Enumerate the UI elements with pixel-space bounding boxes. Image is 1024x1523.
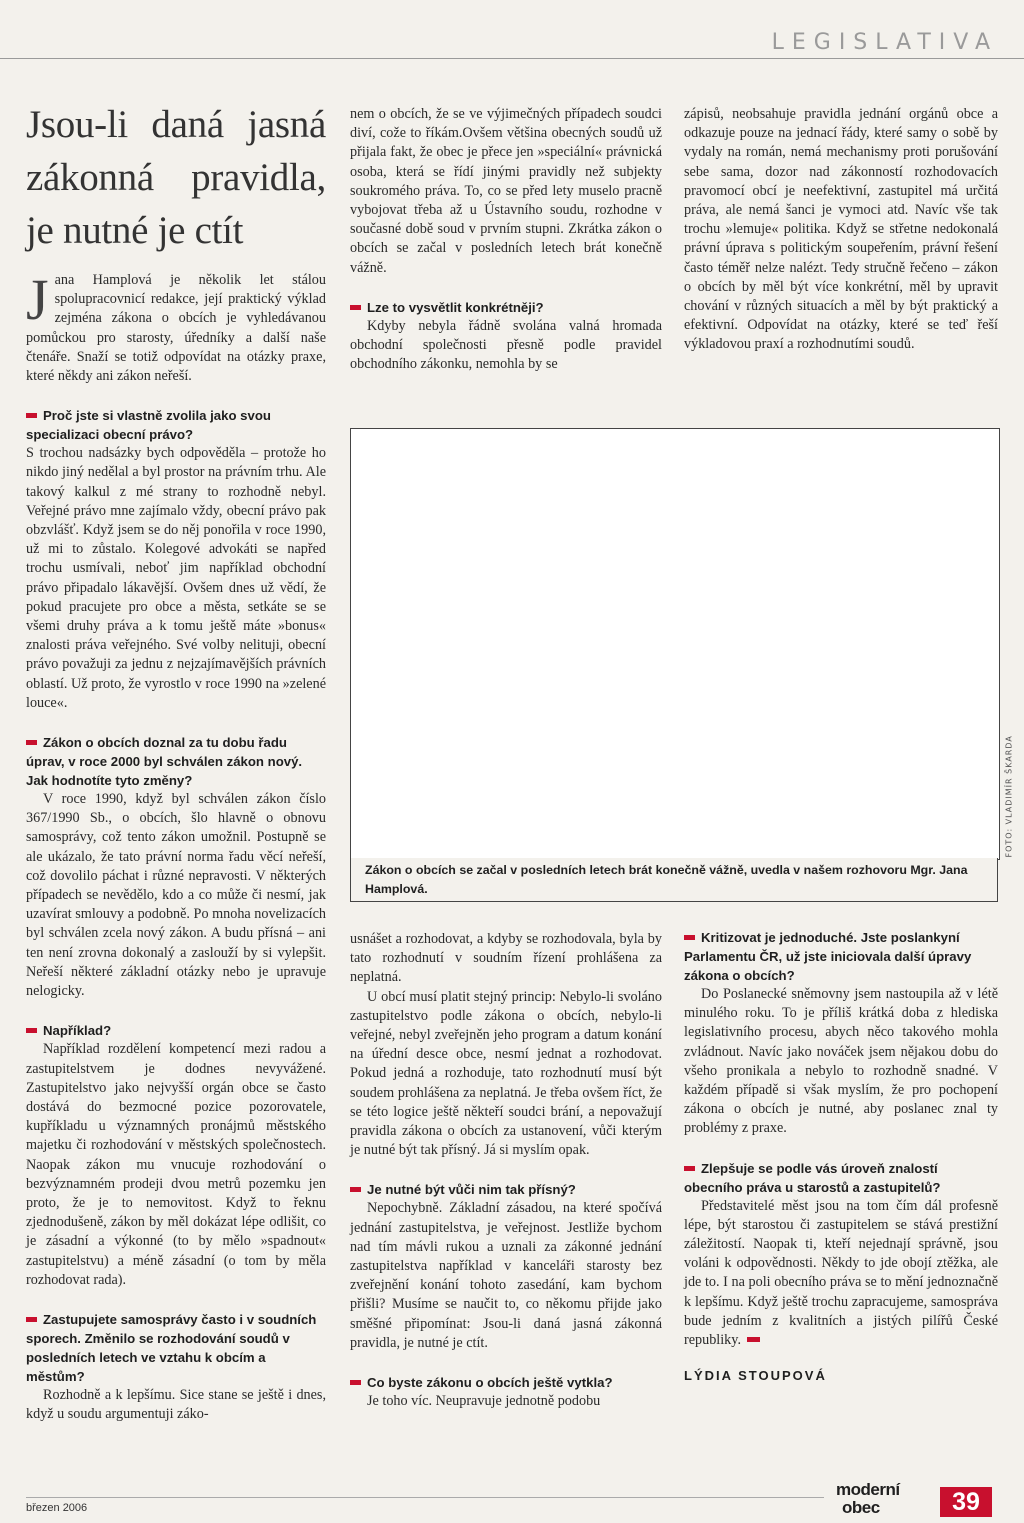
question: Kritizovat je jednoduché. Jste poslankyní Parlamentu ČR, už jste iniciovala další úpravy zákona o obcích?: [684, 930, 972, 983]
header-rule: [0, 58, 1024, 59]
question-marker: [26, 1028, 37, 1033]
answer: Například rozdělení kompetencí mezi radou a zastupitelstvem je dodnes nevyvážené. Zastupitelstvo jako nejvyšší orgán obce se často dostává do bezmocné pozice pozorovatele, kupříkladu u významných pronájmů městského majetku či rozhodování v městských společnostech. Naopak zákon mu vnucuje rozhodování o bezvýznamném prodeji dvou metrů pozemku jen proto, že je to nemovitost. Když to řeknu zjednodušeně, zákon by měl dokázat lépe odlišit, co je zásadní a výkonné (to by mělo »spadnout« zastupitelstvu) a méně zásadní (o tom by měla rozhodovat rada).: [26, 1041, 326, 1288]
answer: V roce 1990, když byl schválen zákon číslo 367/1990 Sb., o obcích, šlo hlavně o obnovu samosprávy, což tento zákon umožnil. Postupně se ale ukázalo, že tato právní norma řadu věcí neřeší, což dovolilo páchat i různé nepravosti. V některých případech se nevědělo, kdo a co může či nesmí, jak uzavírat smlouvy a podobně. Po mnoha novelizacích byl schválen zcela nový zákon. A budu přísná – ani ten není zrovna dokonalý a zaslouží by si vylepšit. Neřeší některé základní otázky nebo je upravuje nelogicky.: [26, 791, 326, 1000]
page-number: 39: [940, 1487, 992, 1517]
column-3-top: [684, 105, 998, 355]
question: Lze to vysvětlit konkrétněji?: [350, 298, 662, 317]
question-marker: [684, 1166, 695, 1171]
issue-date: březen 2006: [26, 1502, 88, 1514]
answer: Do Poslanecké sněmovny jsem nastoupila až v létě minulého roku. To je příliš krátká doba z hlediska legislativního procesu, abych něco takového mohla zvládnout. Navíc jako nováček jsem nějakou dobu do všeho pronikala a nebylo to rozhodně snadné. V každém případě si však myslím, že pro pochopení zákona o obcích je nutné, aby poslanec znal ty problémy z praxe.: [684, 986, 998, 1137]
answer: Rozhodně a k lepšímu. Sice stane se ještě i dnes, když u soudu argumentuji záko-: [26, 1386, 326, 1423]
paragraph: U obcí musí platit stejný princip: Nebylo-li svoláno zastupitelstvo podle zákona o obcích, nebylo-li veřejné, nebyl zveřejněn jeho program a datum konání na úřední desce obce, nesmí jednat a rozhodovat. Pokud jedná a rozhoduje, tato rozhodnutí musí být soudem prohlášena za neplatná. Je třeba ovšem říct, že se této logice ještě někteří soudci brání, a nepovažují pravidla zákona o obcích za ustanovení, vůči kterým je nutné být tak přísný. Já si myslím opak.: [350, 988, 662, 1159]
question-marker: [26, 1317, 37, 1322]
answer: Kdyby nebyla řádně svolána valná hromada obchodní společnosti přesně podle pravidel obchodního zákonku, nemohla by se: [350, 317, 662, 373]
photo: [350, 428, 1000, 860]
question: Zákon o obcích doznal za tu dobu řadu úprav, v roce 2000 byl schválen zákon nový. Jak hodnotíte tyto změny?: [26, 735, 303, 789]
paragraph: zápisů, neobsahuje pravidla jednání orgánů obce a odkazuje pouze na jednací řády, které samy o sobě by vydaly na román, nemá mechanismy proti porušování sebe sama, dozor nad zákonností rozhodovacích pravomocí obcí je neefektivní, zastupitel má určitá práva, ale nemá šanci je vymoci atd. Navíc vše tak trochu »lemuje« politika. Když se střetne nedokonalá právní úprava s politickým soupeřením, právní řešení často téměř nelze nalézt. Tedy stručně řečeno – zákon o obcích by měl být více konkrétní, měl by upravit chování v různých situacích a měl by být praktický a efektivní. Odpovídat na otázky, které se teď řeší výkladovou praxí a rozhodnutími soudů.: [684, 106, 998, 353]
paragraph: usnášet a rozhodovat, a kdyby se rozhodovala, byla by tato rozhodnutí v soudním řízení prohlášena za neplatná.: [350, 931, 662, 986]
answer: Je toho víc. Neupravuje jednotně podobu: [367, 1393, 601, 1410]
answer: Nepochybně. Základní zásadou, na které spočívá jednání zastupitelstva, je veřejnost. Jestliže bychom nad tím mávli rukou a uznali za zákonné jednání zastupitelstva například v kanceláři starosty bez zveřejnění konání tohoto zasedání, kam bychom přišli? Musíme se naučit to, co někomu přijde jako směšné připomínat: Jsou-li daná jasná zákonná pravidla, je nutné je ctít.: [350, 1200, 662, 1351]
question-marker: [350, 1187, 361, 1192]
footer-rule: [26, 1497, 824, 1498]
column-2-bottom: [350, 930, 662, 1411]
question: Zastupujete samosprávy často i v soudních sporech. Změnilo se rozhodování soudů v posledních letech ve vztahu k obcím a městům?: [26, 1311, 317, 1384]
author: LÝDIA STOUPOVÁ: [684, 1368, 827, 1384]
column-3-bottom: [684, 928, 998, 1385]
column-2-top: [350, 105, 662, 374]
end-mark: [747, 1337, 760, 1342]
photo-caption: Zákon o obcích se začal v posledních letech brát konečně vážně, uvedla v našem rozhovoru Mgr. Jana Hamplová.: [350, 858, 998, 902]
magazine-logo: [832, 1480, 924, 1516]
column-1: [26, 98, 326, 1424]
lead-paragraph: Jana Hamplová je několik let stálou spolupracovnicí redakce, její praktický výklad zejména zákona o obcích je vyhledávanou pomůckou pro starosty, úředníky a další naše čtenáře. Snaží se totiž odpovídat na otázky praxe, které někdy ani zákon neřeší.: [26, 267, 326, 385]
question: Zlepšuje se podle vás úroveň znalostí obecního práva u starostů a zastupitelů?: [684, 1160, 941, 1195]
question-marker: [26, 413, 37, 418]
logo-line-1: moderní: [836, 1480, 900, 1499]
question-marker: [26, 740, 37, 745]
question-marker: [350, 1380, 361, 1385]
section-label: LEGISLATIVA: [771, 30, 998, 55]
photo-credit: FOTO: VLADIMÍR ŠKARDA: [1004, 735, 1014, 858]
question-marker: [684, 935, 695, 940]
question: Co byste zákonu o obcích ještě vytkla?: [350, 1373, 662, 1392]
answer: S trochou nadsázky bych odpověděla – protože ho nikdo jiný nedělal a byl prostor na právním trhu. Ale takový kalkul z mé strany to rozhodně nebyl. Veřejné právo mne zajímalo vždy, obecní právo pak obzvlášť. Když jsem se do něj ponořila v roce 1990, už mi to zůstalo. Kolegové advokáti se napřed trochu usmívali, neboť jim například obchodní právo připadalo lákavější. Ovšem dnes už vědí, že pokud pracujete pro obce a města, setkáte se se všemi druhy práva a k tomu ještě máte »bonus« znalosti práva veřejného. Své volby nelituji, obecní právo považuji za jednu z nejzajímavějších právních oblastí. Už proto, že vyrostlo v roce 1990 na »zelené louce«.: [26, 445, 326, 711]
question: Proč jste si vlastně zvolila jako svou specializaci obecní právo?: [26, 408, 271, 443]
question: Například?: [26, 1021, 326, 1040]
question: Je nutné být vůči nim tak přísný?: [350, 1180, 662, 1199]
paragraph: nem o obcích, že se ve výjimečných případech soudci diví, cože to říkám.Ovšem většina obecných soudů už přijala fakt, že obec je přece jen »speciální« právnická osoba, která se řídí jinými pravidly než subjekty soukromého práva. To, co se před lety muselo pracně vybojovat třeba až u Ústavního soudu, rozhodne v současné době soud v prvním stupni. Zkrátka zákon o obcích se začal v posledních letech brát konečně vážně.: [350, 106, 662, 276]
question-marker: [350, 305, 361, 310]
headline: Jsou-li daná jasná zákonná pravidla, je nutné je ctít: [26, 103, 326, 252]
answer: Představitelé měst jsou na tom čím dál profesně lépe, být starostou či zastupitelem se stává prestižní záležitostí. Naopak ti, kteří nejednají správně, jsou voláni k odpovědnosti. Někdy to jde obojí ztěžka, ale jde to. I na poli obecního práva se to mění jednoznačně k lepšímu. Když ještě trochu zapracujeme, samospráva bude jedním z kvalitních a jistých pilířů České republiky.: [684, 1197, 998, 1349]
logo-line-2: obec: [842, 1498, 880, 1517]
